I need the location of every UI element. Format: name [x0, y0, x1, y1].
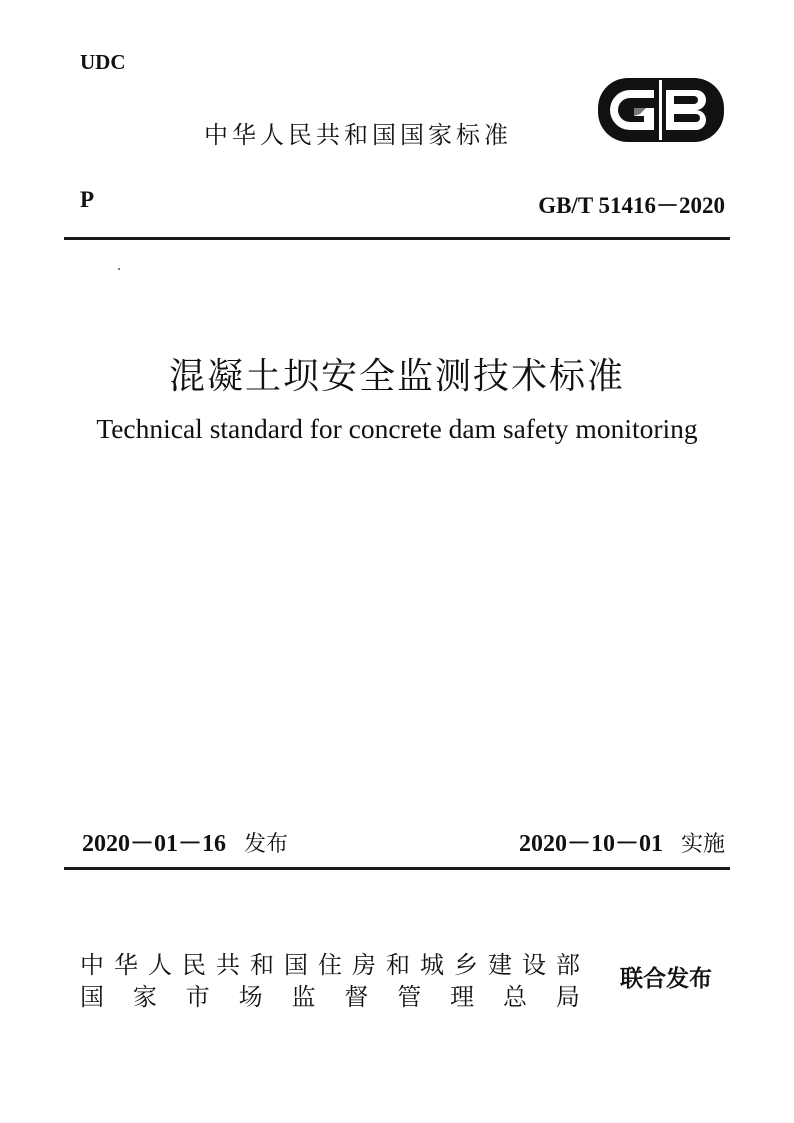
issuer-char: 住	[318, 951, 342, 979]
title-english: Technical standard for concrete dam safety monitoring	[96, 413, 698, 444]
implementation-date-label: 实施	[680, 832, 725, 857]
gb-logo-icon	[596, 76, 726, 144]
bottom-divider	[64, 867, 730, 870]
issuer-char: 监	[291, 983, 316, 1011]
issue-date-value: 2020－01－16	[82, 831, 226, 857]
issuer-char: 总	[503, 983, 527, 1011]
issuer-char: 管	[397, 983, 422, 1011]
issuer-char: 民	[182, 951, 206, 979]
scan-speck	[118, 268, 120, 270]
issuer-char: 家	[132, 983, 157, 1011]
udc-label: UDC	[80, 50, 126, 74]
issuer-char: 房	[352, 951, 376, 979]
issuer-char: 国	[284, 951, 308, 979]
issuer-char: 和	[250, 951, 274, 979]
issuer-char: 和	[386, 951, 410, 979]
title-chinese: 混凝土坝安全监测技术标准	[168, 356, 625, 397]
issuer-char: 乡	[454, 951, 478, 979]
issuer-char: 部	[556, 951, 580, 979]
implementation-date	[519, 823, 725, 858]
implementation-date-value: 2020－10－01	[518, 831, 663, 857]
issuer-char: 人	[148, 951, 172, 979]
issuer-char: 局	[555, 983, 580, 1011]
issuer-char: 城	[420, 951, 444, 979]
issuer-char: 市	[185, 983, 210, 1011]
issuer-char: 督	[344, 983, 369, 1011]
issuer-char: 场	[238, 983, 263, 1011]
issuer-char: 中	[80, 951, 104, 979]
issuer-ministry	[80, 945, 580, 980]
issuer-char: 华	[114, 951, 138, 979]
national-standard-label: 中华人民共和国国家标准	[204, 121, 512, 149]
standard-number: GB/T 51416－2020	[538, 193, 725, 218]
issuer-char: 设	[522, 951, 546, 979]
joint-release-label: 联合发布	[620, 966, 712, 992]
issue-date-label: 发布	[244, 832, 289, 857]
issuer-administration	[80, 977, 580, 1012]
issuer-char: 建	[488, 951, 512, 979]
issuer-char: 理	[450, 983, 475, 1011]
issuer-char: 国	[80, 983, 104, 1011]
category-code: P	[80, 187, 95, 212]
issuer-char: 共	[216, 951, 240, 979]
issue-date	[82, 823, 288, 858]
top-divider	[64, 237, 730, 240]
